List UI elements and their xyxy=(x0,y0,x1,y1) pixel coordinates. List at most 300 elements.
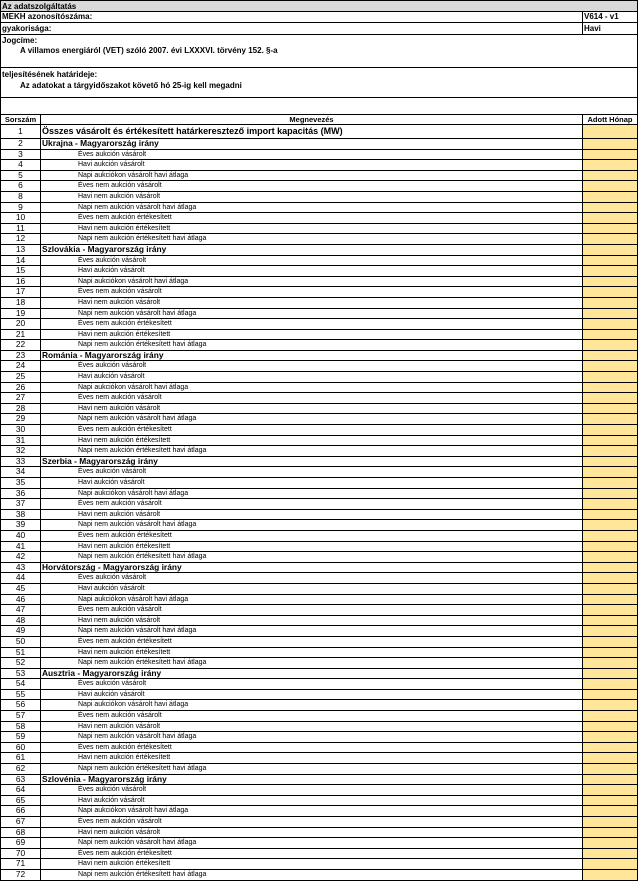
table-row xyxy=(1,266,637,277)
row-label: Éves aukción vásárolt xyxy=(41,150,583,160)
value-input-cell[interactable] xyxy=(583,287,637,297)
row-number: 13 xyxy=(1,245,41,255)
row-number: 70 xyxy=(1,849,41,859)
row-label: Havi aukción vásárolt xyxy=(41,372,583,382)
value-input-cell[interactable] xyxy=(583,520,637,530)
table-row xyxy=(1,849,637,860)
value-input-cell[interactable] xyxy=(583,319,637,329)
deadline-label: teljesítésének határideje: xyxy=(2,70,98,79)
table-row xyxy=(1,595,637,606)
row-label: Havi nem aukción vásárolt xyxy=(41,404,583,414)
value-input-cell[interactable] xyxy=(583,393,637,403)
row-number: 25 xyxy=(1,372,41,382)
table-row xyxy=(1,743,637,754)
row-number: 46 xyxy=(1,595,41,605)
row-label: Havi aukción vásárolt xyxy=(41,160,583,170)
value-input-cell[interactable] xyxy=(583,626,637,636)
table-row xyxy=(1,203,637,214)
table-row xyxy=(1,573,637,584)
col-header-sorszam: Sorszám xyxy=(1,115,41,124)
row-label: Havi nem aukción vásárolt xyxy=(41,616,583,626)
table-row xyxy=(1,234,637,245)
row-number: 51 xyxy=(1,648,41,658)
row-label: Éves aukción vásárolt xyxy=(41,785,583,795)
table-row xyxy=(1,520,637,531)
row-label: Napi nem aukción értékesített havi átlaga xyxy=(41,552,583,562)
row-label: Horvátország - Magyarország irány xyxy=(41,563,583,573)
value-input-cell[interactable] xyxy=(583,277,637,287)
table-row xyxy=(1,467,637,478)
row-label: Napi aukciókon vásárolt havi átlaga xyxy=(41,383,583,393)
row-label: Napi nem aukción értékesített havi átlaga xyxy=(41,658,583,668)
row-number: 3 xyxy=(1,150,41,160)
table-row xyxy=(1,616,637,627)
row-number: 36 xyxy=(1,489,41,499)
row-number: 57 xyxy=(1,711,41,721)
row-number: 1 xyxy=(1,125,41,138)
row-label: Éves nem aukción értékesített xyxy=(41,319,583,329)
row-number: 10 xyxy=(1,213,41,223)
table-row xyxy=(1,319,637,330)
row-number: 55 xyxy=(1,690,41,700)
table-row xyxy=(1,404,637,415)
value-input-cell[interactable] xyxy=(583,690,637,700)
table-row xyxy=(1,330,637,341)
row-number: 68 xyxy=(1,828,41,838)
row-number: 16 xyxy=(1,277,41,287)
legal-basis-row xyxy=(0,35,638,68)
table-row xyxy=(1,192,637,203)
row-number: 2 xyxy=(1,139,41,149)
row-label: Éves nem aukción vásárolt xyxy=(41,181,583,191)
frequency-label: gyakorisága: xyxy=(2,24,52,33)
service-label: Az adatszolgáltatás xyxy=(2,2,77,11)
row-number: 4 xyxy=(1,160,41,170)
table-row xyxy=(1,171,637,182)
deadline-row xyxy=(0,68,638,98)
row-number: 30 xyxy=(1,425,41,435)
row-label: Ukrajna - Magyarország irány xyxy=(41,139,583,149)
group-row xyxy=(1,775,637,786)
value-input-cell[interactable] xyxy=(583,266,637,276)
table-row xyxy=(1,753,637,764)
value-input-cell[interactable] xyxy=(583,753,637,763)
row-number: 8 xyxy=(1,192,41,202)
row-number: 26 xyxy=(1,383,41,393)
row-label: Napi nem aukción vásárolt havi átlaga xyxy=(41,732,583,742)
table-row xyxy=(1,700,637,711)
value-input-cell[interactable] xyxy=(583,584,637,594)
row-label: Napi nem aukción vásárolt havi átlaga xyxy=(41,309,583,319)
value-input-cell[interactable] xyxy=(583,817,637,827)
value-input-cell[interactable] xyxy=(583,510,637,520)
row-label: Napi nem aukción értékesített havi átlaga xyxy=(41,234,583,244)
table-row xyxy=(1,584,637,595)
legal-basis-label: Jogcíme: xyxy=(2,36,38,45)
row-number: 47 xyxy=(1,605,41,615)
row-label: Napi nem aukción vásárolt havi átlaga xyxy=(41,626,583,636)
row-label: Havi aukción vásárolt xyxy=(41,796,583,806)
legal-basis-text: A villamos energiáról (VET) szóló 2007. évi LXXXVI. törvény 152. §-a xyxy=(20,46,278,55)
table-row xyxy=(1,393,637,404)
row-label: Havi nem aukción vásárolt xyxy=(41,298,583,308)
row-label: Napi nem aukción vásárolt havi átlaga xyxy=(41,414,583,424)
group-row xyxy=(1,351,637,362)
table-row xyxy=(1,256,637,267)
table-row xyxy=(1,425,637,436)
table-row xyxy=(1,806,637,817)
row-number: 34 xyxy=(1,467,41,477)
row-number: 15 xyxy=(1,266,41,276)
row-number: 37 xyxy=(1,499,41,509)
value-input-cell[interactable] xyxy=(583,256,637,266)
value-input-cell[interactable] xyxy=(583,796,637,806)
value-input-cell[interactable] xyxy=(583,743,637,753)
value-input-cell[interactable] xyxy=(583,467,637,477)
row-label: Románia - Magyarország irány xyxy=(41,351,583,361)
value-input-cell[interactable] xyxy=(583,160,637,170)
table-row xyxy=(1,436,637,447)
row-label: Éves nem aukción értékesített xyxy=(41,637,583,647)
row-label: Havi nem aukción értékesített xyxy=(41,542,583,552)
row-label: Havi nem aukción vásárolt xyxy=(41,828,583,838)
row-number: 23 xyxy=(1,351,41,361)
value-input-cell[interactable] xyxy=(583,372,637,382)
table-row xyxy=(1,298,637,309)
value-input-cell[interactable] xyxy=(583,245,637,255)
row-number: 19 xyxy=(1,309,41,319)
row-number: 61 xyxy=(1,753,41,763)
table-row xyxy=(1,796,637,807)
row-label: Éves nem aukción vásárolt xyxy=(41,711,583,721)
table-row xyxy=(1,552,637,563)
row-label: Éves nem aukción vásárolt xyxy=(41,499,583,509)
value-input-cell[interactable] xyxy=(583,563,637,573)
table-row xyxy=(1,658,637,669)
value-input-cell[interactable] xyxy=(583,192,637,202)
row-number: 22 xyxy=(1,340,41,350)
value-input-cell[interactable] xyxy=(583,637,637,647)
row-number: 41 xyxy=(1,542,41,552)
value-input-cell[interactable] xyxy=(583,838,637,848)
value-input-cell[interactable] xyxy=(583,404,637,414)
value-input-cell[interactable] xyxy=(583,224,637,234)
capacity-table xyxy=(0,114,638,881)
row-label: Éves aukción vásárolt xyxy=(41,256,583,266)
row-label: Szerbia - Magyarország irány xyxy=(41,457,583,467)
table-row xyxy=(1,510,637,521)
row-number: 38 xyxy=(1,510,41,520)
table-row xyxy=(1,785,637,796)
row-number: 5 xyxy=(1,171,41,181)
row-number: 40 xyxy=(1,531,41,541)
value-input-cell[interactable] xyxy=(583,849,637,859)
row-label: Ausztria - Magyarország irány xyxy=(41,669,583,679)
row-label: Éves aukción vásárolt xyxy=(41,573,583,583)
row-label: Éves aukción vásárolt xyxy=(41,467,583,477)
row-number: 58 xyxy=(1,722,41,732)
table-row xyxy=(1,383,637,394)
table-row xyxy=(1,764,637,775)
table-row xyxy=(1,309,637,320)
row-number: 44 xyxy=(1,573,41,583)
value-input-cell[interactable] xyxy=(583,775,637,785)
table-row xyxy=(1,372,637,383)
row-number: 18 xyxy=(1,298,41,308)
row-label: Havi nem aukción értékesített xyxy=(41,224,583,234)
row-number: 56 xyxy=(1,700,41,710)
row-number: 21 xyxy=(1,330,41,340)
table-row xyxy=(1,648,637,659)
row-label: Havi aukción vásárolt xyxy=(41,478,583,488)
row-number: 31 xyxy=(1,436,41,446)
value-input-cell[interactable] xyxy=(583,309,637,319)
row-number: 62 xyxy=(1,764,41,774)
value-input-cell[interactable] xyxy=(583,711,637,721)
value-input-cell[interactable] xyxy=(583,139,637,149)
value-input-cell[interactable] xyxy=(583,446,637,456)
value-input-cell[interactable] xyxy=(583,542,637,552)
row-number: 35 xyxy=(1,478,41,488)
row-number: 72 xyxy=(1,870,41,880)
frequency-row xyxy=(0,23,638,35)
row-number: 45 xyxy=(1,584,41,594)
row-label: Napi nem aukción értékesített havi átlaga xyxy=(41,870,583,880)
group-row xyxy=(1,139,637,150)
spacer xyxy=(0,98,638,114)
row-label: Éves aukción vásárolt xyxy=(41,361,583,371)
value-input-cell[interactable] xyxy=(583,181,637,191)
row-label: Éves aukción vásárolt xyxy=(41,679,583,689)
row-number: 66 xyxy=(1,806,41,816)
table-row xyxy=(1,626,637,637)
table-row xyxy=(1,213,637,224)
row-label: Havi nem aukción értékesített xyxy=(41,753,583,763)
table-row xyxy=(1,605,637,616)
value-input-cell[interactable] xyxy=(583,351,637,361)
row-label: Éves nem aukción értékesített xyxy=(41,849,583,859)
row-number: 6 xyxy=(1,181,41,191)
value-input-cell[interactable] xyxy=(583,436,637,446)
value-input-cell[interactable] xyxy=(583,234,637,244)
row-label: Havi nem aukción értékesített xyxy=(41,859,583,869)
table-row xyxy=(1,160,637,171)
row-label: Napi aukciókon vásárolt havi átlaga xyxy=(41,595,583,605)
value-input-cell[interactable] xyxy=(583,425,637,435)
value-input-cell[interactable] xyxy=(583,125,637,138)
table-row xyxy=(1,277,637,288)
table-row xyxy=(1,150,637,161)
row-label: Szlovénia - Magyarország irány xyxy=(41,775,583,785)
row-label: Napi aukciókon vásárolt havi átlaga xyxy=(41,489,583,499)
row-label: Napi aukciókon vásárolt havi átlaga xyxy=(41,171,583,181)
table-row xyxy=(1,711,637,722)
row-label: Napi nem aukción értékesített havi átlaga xyxy=(41,446,583,456)
row-number: 42 xyxy=(1,552,41,562)
service-header xyxy=(0,0,638,12)
row-label: Havi nem aukción vásárolt xyxy=(41,722,583,732)
table-row xyxy=(1,224,637,235)
row-label: Havi nem aukción vásárolt xyxy=(41,510,583,520)
row-number: 60 xyxy=(1,743,41,753)
table-row xyxy=(1,859,637,870)
value-input-cell[interactable] xyxy=(583,499,637,509)
value-input-cell[interactable] xyxy=(583,828,637,838)
row-number: 52 xyxy=(1,658,41,668)
row-label: Éves nem aukción vásárolt xyxy=(41,393,583,403)
row-number: 48 xyxy=(1,616,41,626)
row-label: Összes vásárolt és értékesített határkeresztező import kapacitás (MW) xyxy=(41,125,583,138)
row-label: Napi nem aukción értékesített havi átlaga xyxy=(41,340,583,350)
row-number: 14 xyxy=(1,256,41,266)
value-input-cell[interactable] xyxy=(583,383,637,393)
value-input-cell[interactable] xyxy=(583,213,637,223)
value-input-cell[interactable] xyxy=(583,605,637,615)
value-input-cell[interactable] xyxy=(583,595,637,605)
row-label: Havi nem aukción értékesített xyxy=(41,648,583,658)
value-input-cell[interactable] xyxy=(583,489,637,499)
value-input-cell[interactable] xyxy=(583,764,637,774)
table-row xyxy=(1,542,637,553)
row-label: Éves nem aukción értékesített xyxy=(41,213,583,223)
row-number: 53 xyxy=(1,669,41,679)
table-row xyxy=(1,340,637,351)
value-input-cell[interactable] xyxy=(583,552,637,562)
table-row xyxy=(1,361,637,372)
row-label: Napi aukciókon vásárolt havi átlaga xyxy=(41,700,583,710)
value-input-cell[interactable] xyxy=(583,150,637,160)
table-row xyxy=(1,637,637,648)
value-input-cell[interactable] xyxy=(583,616,637,626)
group-row xyxy=(1,245,637,256)
value-input-cell[interactable] xyxy=(583,785,637,795)
value-input-cell[interactable] xyxy=(583,330,637,340)
value-input-cell[interactable] xyxy=(583,414,637,424)
value-input-cell[interactable] xyxy=(583,573,637,583)
value-input-cell[interactable] xyxy=(583,679,637,689)
table-row xyxy=(1,478,637,489)
row-label: Napi nem aukción vásárolt havi átlaga xyxy=(41,520,583,530)
row-label: Éves nem aukción vásárolt xyxy=(41,287,583,297)
row-number: 24 xyxy=(1,361,41,371)
row-number: 59 xyxy=(1,732,41,742)
group-row xyxy=(1,563,637,574)
row-label: Éves nem aukción értékesített xyxy=(41,743,583,753)
row-number: 33 xyxy=(1,457,41,467)
total-row xyxy=(1,125,637,139)
row-number: 12 xyxy=(1,234,41,244)
row-label: Napi aukciókon vásárolt havi átlaga xyxy=(41,277,583,287)
table-row xyxy=(1,817,637,828)
value-input-cell[interactable] xyxy=(583,806,637,816)
row-label: Havi nem aukción értékesített xyxy=(41,436,583,446)
value-input-cell[interactable] xyxy=(583,669,637,679)
row-number: 50 xyxy=(1,637,41,647)
row-label: Napi nem aukción értékesített havi átlaga xyxy=(41,764,583,774)
value-input-cell[interactable] xyxy=(583,361,637,371)
row-number: 54 xyxy=(1,679,41,689)
group-row xyxy=(1,457,637,468)
value-input-cell[interactable] xyxy=(583,531,637,541)
row-number: 17 xyxy=(1,287,41,297)
row-label: Éves nem aukción vásárolt xyxy=(41,605,583,615)
value-input-cell[interactable] xyxy=(583,203,637,213)
col-header-megnevezes: Megnevezés xyxy=(41,115,583,124)
row-number: 32 xyxy=(1,446,41,456)
table-row xyxy=(1,287,637,298)
value-input-cell[interactable] xyxy=(583,658,637,668)
id-label: MEKH azonosítószáma: xyxy=(2,12,93,21)
table-row xyxy=(1,499,637,510)
table-header-row xyxy=(1,115,637,125)
id-value: V614 - v1 xyxy=(584,12,619,21)
row-number: 69 xyxy=(1,838,41,848)
row-label: Havi aukción vásárolt xyxy=(41,584,583,594)
table-row xyxy=(1,489,637,500)
table-row xyxy=(1,732,637,743)
value-input-cell[interactable] xyxy=(583,478,637,488)
table-row xyxy=(1,181,637,192)
row-number: 28 xyxy=(1,404,41,414)
row-label: Éves nem aukción értékesített xyxy=(41,425,583,435)
table-row xyxy=(1,414,637,425)
group-row xyxy=(1,669,637,680)
table-row xyxy=(1,679,637,690)
row-number: 11 xyxy=(1,224,41,234)
row-label: Havi nem aukción vásárolt xyxy=(41,192,583,202)
row-label: Napi aukciókon vásárolt havi átlaga xyxy=(41,806,583,816)
row-number: 39 xyxy=(1,520,41,530)
value-input-cell[interactable] xyxy=(583,870,637,880)
row-number: 43 xyxy=(1,563,41,573)
value-input-cell[interactable] xyxy=(583,732,637,742)
row-label: Havi aukción vásárolt xyxy=(41,690,583,700)
value-input-cell[interactable] xyxy=(583,171,637,181)
row-number: 67 xyxy=(1,817,41,827)
row-label: Napi nem aukción vásárolt havi átlaga xyxy=(41,838,583,848)
value-input-cell[interactable] xyxy=(583,340,637,350)
row-number: 64 xyxy=(1,785,41,795)
value-input-cell[interactable] xyxy=(583,298,637,308)
frequency-value: Havi xyxy=(584,24,601,33)
value-input-cell[interactable] xyxy=(583,700,637,710)
row-number: 49 xyxy=(1,626,41,636)
row-number: 65 xyxy=(1,796,41,806)
table-row xyxy=(1,870,637,881)
value-input-cell[interactable] xyxy=(583,859,637,869)
table-row xyxy=(1,446,637,457)
deadline-text: Az adatokat a tárgyidőszakot követő hó 25-ig kell megadni xyxy=(20,81,242,90)
row-label: Szlovákia - Magyarország irány xyxy=(41,245,583,255)
value-input-cell[interactable] xyxy=(583,722,637,732)
id-row xyxy=(0,12,638,23)
row-label: Éves nem aukción vásárolt xyxy=(41,817,583,827)
row-label: Havi nem aukción értékesített xyxy=(41,330,583,340)
table-row xyxy=(1,828,637,839)
table-row xyxy=(1,722,637,733)
row-number: 27 xyxy=(1,393,41,403)
row-number: 9 xyxy=(1,203,41,213)
row-label: Éves nem aukción értékesített xyxy=(41,531,583,541)
table-row xyxy=(1,690,637,701)
row-label: Napi nem aukción vásárolt havi átlaga xyxy=(41,203,583,213)
col-header-adott-honap: Adott Hónap xyxy=(583,115,637,124)
value-input-cell[interactable] xyxy=(583,648,637,658)
value-input-cell[interactable] xyxy=(583,457,637,467)
row-number: 71 xyxy=(1,859,41,869)
row-number: 29 xyxy=(1,414,41,424)
row-number: 63 xyxy=(1,775,41,785)
